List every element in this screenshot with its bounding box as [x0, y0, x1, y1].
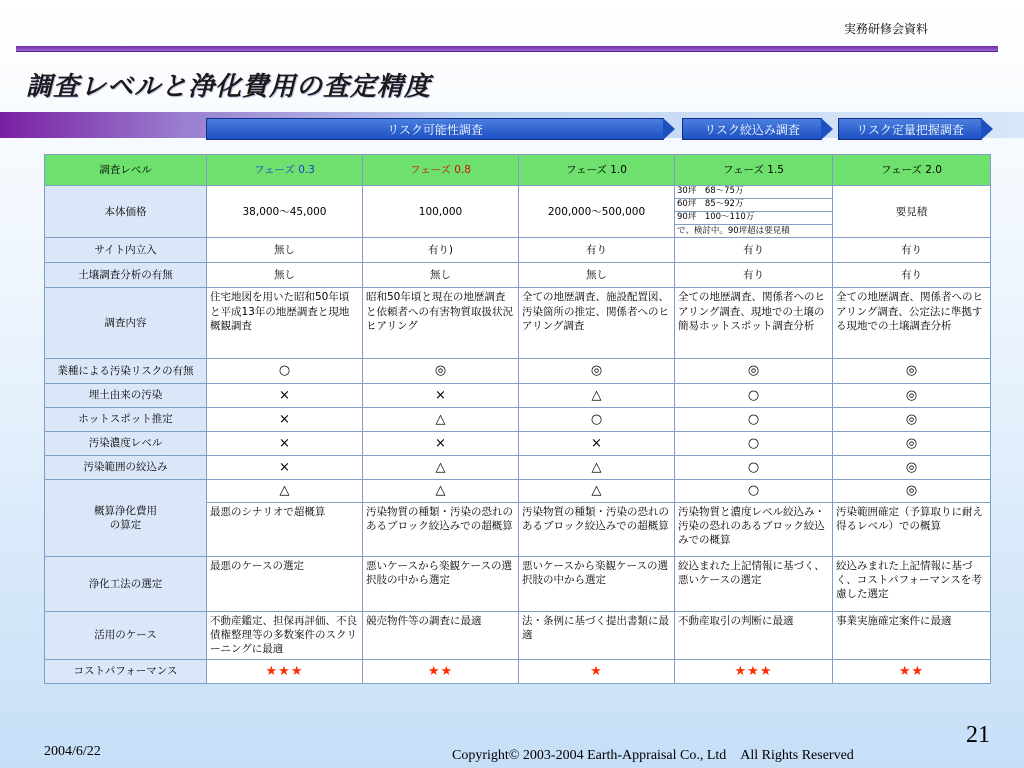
row-label-cost	[45, 480, 207, 557]
cell-cost-text: 最悪のシナリオで超概算	[207, 502, 363, 556]
cell-survey-content: 全ての地歴調査、施設配置図、汚染箇所の推定、関係者へのヒアリング調査	[519, 288, 675, 358]
table-row-hotspot	[45, 407, 991, 431]
cell-stars: ★★★	[675, 659, 833, 683]
cell-method: 悪いケースから楽観ケースの選択肢の中から選定	[363, 556, 519, 611]
row-label-hotspot: ホットスポット推定	[45, 407, 207, 431]
footer-copyright: Copyright© 2003-2004 Earth-Appraisal Co., Ltd All Rights Reserved	[452, 748, 854, 763]
cell-soil-analysis: 有り	[833, 263, 991, 288]
cell-industry-risk: ◎	[363, 358, 519, 383]
header-phase-2-0: フェーズ 2.0	[833, 155, 991, 186]
row-label-method: 浄化工法の選定	[45, 556, 207, 611]
header-survey-level: 調査レベル	[45, 155, 207, 186]
row-label-price: 本体価格	[45, 186, 207, 238]
row-label-cost-line2: の算定	[109, 519, 142, 531]
cell-hotspot: ×	[207, 407, 363, 431]
cell-concentration: ×	[363, 431, 519, 455]
cell-site-entry: 有り)	[363, 238, 519, 263]
cell-price-p08: 100,000	[363, 186, 519, 238]
header-label: 実務研修会資料	[843, 22, 928, 36]
cell-hotspot: △	[363, 407, 519, 431]
table-row-soil-analysis	[45, 263, 991, 288]
row-label-buried-soil: 埋土由来の汚染	[45, 383, 207, 407]
cell-industry-risk: ○	[207, 358, 363, 383]
table-row-range	[45, 456, 991, 480]
table-row-site-entry	[45, 238, 991, 263]
cell-range: ◎	[833, 456, 991, 480]
cell-usage: 競売物件等の調査に最適	[363, 612, 519, 660]
cell-price-p15-90: 90坪 100～110万	[675, 212, 833, 225]
cell-cost-mark: △	[519, 480, 675, 503]
cell-cost-text: 汚染範囲確定（予算取りに耐え得るレベル）での概算	[833, 502, 991, 556]
table-header-row	[45, 155, 991, 186]
cell-buried-soil: △	[519, 383, 675, 407]
table-row-survey-content	[45, 288, 991, 358]
row-label-cost-line1: 概算浄化費用	[94, 504, 157, 517]
header-phase-0-3: フェーズ 0.3	[207, 155, 363, 186]
cell-buried-soil: ×	[363, 383, 519, 407]
cell-survey-content: 住宅地図を用いた昭和50年頃と平成13年の地歴調査と現地概観調査	[207, 288, 363, 358]
cell-range: △	[519, 456, 675, 480]
cell-site-entry: 無し	[207, 238, 363, 263]
cell-price-p03: 38,000～45,000	[207, 186, 363, 238]
cell-stars: ★	[519, 659, 675, 683]
stage-arrow-risk-possibility: リスク可能性調査	[206, 118, 664, 140]
cell-hotspot: ◎	[833, 407, 991, 431]
cell-cost-mark: ○	[675, 480, 833, 503]
cell-survey-content: 全ての地歴調査、関係者へのヒアリング調査、現地での土壌の簡易ホットスポット調査分析	[675, 288, 833, 358]
cell-price-p10: 200,000～500,000	[519, 186, 675, 238]
row-label-site-entry: サイト内立入	[45, 238, 207, 263]
cell-survey-content: 全ての地歴調査、関係者へのヒアリング調査、公定法に準拠する現地での土壌調査分析	[833, 288, 991, 358]
cell-site-entry: 有り	[833, 238, 991, 263]
cell-price-p20: 要見積	[833, 186, 991, 238]
cell-concentration: ◎	[833, 431, 991, 455]
row-label-industry-risk: 業種による汚染リスクの有無	[45, 358, 207, 383]
row-label-range: 汚染範囲の絞込み	[45, 456, 207, 480]
cell-cost-text: 汚染物質の種類・汚染の恐れのあるブロック絞込みでの超概算	[519, 502, 675, 556]
cell-industry-risk: ◎	[519, 358, 675, 383]
cell-hotspot: ○	[675, 407, 833, 431]
stage-arrow-risk-quantification: リスク定量把握調査	[838, 118, 982, 140]
top-rule	[16, 46, 998, 52]
cell-cost-mark: ◎	[833, 480, 991, 503]
cell-price-p15-60: 60坪 85～92万	[675, 199, 833, 212]
cell-buried-soil: ×	[207, 383, 363, 407]
cell-cost-mark: △	[363, 480, 519, 503]
table-row-usage	[45, 612, 991, 660]
cell-site-entry: 有り	[675, 238, 833, 263]
cell-stars: ★★	[833, 659, 991, 683]
cell-usage: 事業実施確定案件に最適	[833, 612, 991, 660]
stage-arrow-risk-narrowing: リスク絞込み調査	[682, 118, 822, 140]
cell-stars: ★★	[363, 659, 519, 683]
cell-soil-analysis: 無し	[363, 263, 519, 288]
footer-date: 2004/6/22	[44, 744, 101, 759]
cell-buried-soil: ○	[675, 383, 833, 407]
cell-method: 最悪のケースの選定	[207, 556, 363, 611]
cell-soil-analysis: 有り	[675, 263, 833, 288]
cell-price-p15-30: 30坪 68～75万	[675, 186, 833, 199]
table-row-buried-soil	[45, 383, 991, 407]
cell-range: ○	[675, 456, 833, 480]
cell-industry-risk: ◎	[675, 358, 833, 383]
slide-title: 調査レベルと浄化費用の査定精度	[26, 72, 432, 102]
cell-cost-text: 汚染物質の種類・汚染の恐れのあるブロック絞込みでの超概算	[363, 502, 519, 556]
cell-concentration: ○	[675, 431, 833, 455]
cell-industry-risk: ◎	[833, 358, 991, 383]
cell-usage: 不動産取引の判断に最適	[675, 612, 833, 660]
header-phase-1-5: フェーズ 1.5	[675, 155, 833, 186]
cell-usage: 不動産鑑定、担保再評価、不良債権整理等の多数案件のスクリーニングに最適	[207, 612, 363, 660]
table-row-cost-performance	[45, 659, 991, 683]
cell-cost-mark: △	[207, 480, 363, 503]
cell-usage: 法・条例に基づく提出書類に最適	[519, 612, 675, 660]
cell-soil-analysis: 無し	[207, 263, 363, 288]
table-row-cost-marks	[45, 480, 991, 503]
cell-method: 悪いケースから楽観ケースの選択肢の中から選定	[519, 556, 675, 611]
row-label-cost-performance: コストパフォーマンス	[45, 659, 207, 683]
survey-level-table	[44, 154, 991, 684]
cell-hotspot: ○	[519, 407, 675, 431]
cell-stars: ★★★	[207, 659, 363, 683]
row-label-survey-content: 調査内容	[45, 288, 207, 358]
header-phase-0-8: フェーズ 0.8	[363, 155, 519, 186]
cell-cost-text: 汚染物質と濃度レベル絞込み・汚染の恐れのあるブロック絞込みでの概算	[675, 502, 833, 556]
cell-price-p15-note: で、検討中。90坪超は要見積	[675, 225, 833, 238]
row-label-usage: 活用のケース	[45, 612, 207, 660]
cell-buried-soil: ◎	[833, 383, 991, 407]
cell-concentration: ×	[519, 431, 675, 455]
cell-survey-content: 昭和50年頃と現在の地歴調査と依頼者への有害物質取扱状況ヒアリング	[363, 288, 519, 358]
table-row-industry-risk	[45, 358, 991, 383]
table-row-method	[45, 556, 991, 611]
cell-site-entry: 有り	[519, 238, 675, 263]
cell-range: △	[363, 456, 519, 480]
row-label-soil-analysis: 土壌調査分析の有無	[45, 263, 207, 288]
cell-method: 絞込みまれた上記情報に基づく、コストパフォーマンスを考慮した選定	[833, 556, 991, 611]
header-phase-1-0: フェーズ 1.0	[519, 155, 675, 186]
page-number: 21	[966, 722, 990, 748]
cell-range: ×	[207, 456, 363, 480]
cell-soil-analysis: 無し	[519, 263, 675, 288]
row-label-concentration: 汚染濃度レベル	[45, 431, 207, 455]
table-row-price	[45, 186, 991, 199]
cell-method: 絞込まれた上記情報に基づく、悪いケースの選定	[675, 556, 833, 611]
cell-concentration: ×	[207, 431, 363, 455]
table-row-concentration	[45, 431, 991, 455]
